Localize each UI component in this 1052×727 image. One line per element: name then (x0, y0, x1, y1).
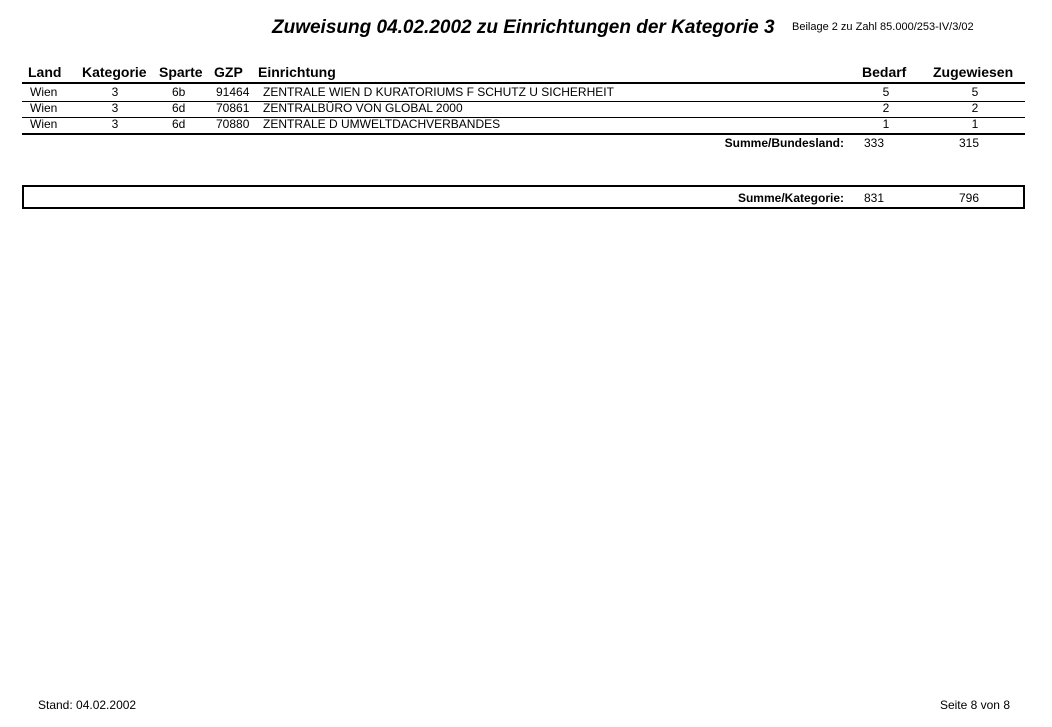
cell-zugewiesen: 5 (971, 85, 979, 99)
cell-sparte: 6b (172, 85, 186, 99)
cell-gzp: 91464 (216, 85, 250, 99)
column-header-zugewiesen: Zugewiesen (933, 64, 1014, 80)
cell-sparte: 6d (172, 117, 186, 131)
column-header-kategorie: Kategorie (82, 64, 147, 80)
summary-bundesland-label: Summe/Bundesland: (724, 136, 844, 150)
cell-land: Wien (30, 117, 58, 131)
table-row (0, 85, 1052, 101)
column-header-bedarf: Bedarf (862, 64, 907, 80)
summary-kategorie-zugewiesen: 796 (958, 191, 980, 205)
cell-zugewiesen: 1 (971, 117, 979, 131)
cell-kategorie: 3 (111, 117, 119, 131)
summary-bundesland-bedarf: 333 (863, 136, 885, 150)
footer-page-number: Seite 8 von 8 (939, 698, 1010, 712)
table-row (0, 101, 1052, 117)
column-header-sparte: Sparte (159, 64, 203, 80)
column-header-land: Land (28, 64, 62, 80)
cell-gzp: 70861 (216, 101, 250, 115)
summary-divider (22, 133, 1025, 135)
footer-stand: Stand: 04.02.2002 (38, 698, 137, 712)
cell-kategorie: 3 (111, 101, 119, 115)
column-header-einrichtung: Einrichtung (258, 64, 336, 80)
cell-land: Wien (30, 101, 58, 115)
cell-bedarf: 2 (882, 101, 890, 115)
summary-kategorie-label: Summe/Kategorie: (737, 191, 844, 205)
summary-bundesland-zugewiesen: 315 (958, 136, 980, 150)
cell-bedarf: 1 (882, 117, 890, 131)
cell-einrichtung: ZENTRALBÜRO VON GLOBAL 2000 (263, 101, 463, 115)
header-divider (22, 82, 1025, 84)
column-header-gzp: GZP (214, 64, 243, 80)
cell-gzp: 70880 (216, 117, 250, 131)
cell-sparte: 6d (172, 101, 186, 115)
cell-einrichtung: ZENTRALE D UMWELTDACHVERBANDES (263, 117, 501, 131)
table-row (0, 117, 1052, 133)
cell-zugewiesen: 2 (971, 101, 979, 115)
cell-bedarf: 5 (882, 85, 890, 99)
reference-number: Beilage 2 zu Zahl 85.000/253-IV/3/02 (792, 21, 974, 33)
cell-einrichtung: ZENTRALE WIEN D KURATORIUMS F SCHUTZ U SICHERHEIT (263, 85, 614, 99)
page-title: Zuweisung 04.02.2002 zu Einrichtungen der Kategorie 3 (272, 17, 775, 38)
cell-land: Wien (30, 85, 58, 99)
cell-kategorie: 3 (111, 85, 119, 99)
summary-kategorie-bedarf: 831 (863, 191, 885, 205)
